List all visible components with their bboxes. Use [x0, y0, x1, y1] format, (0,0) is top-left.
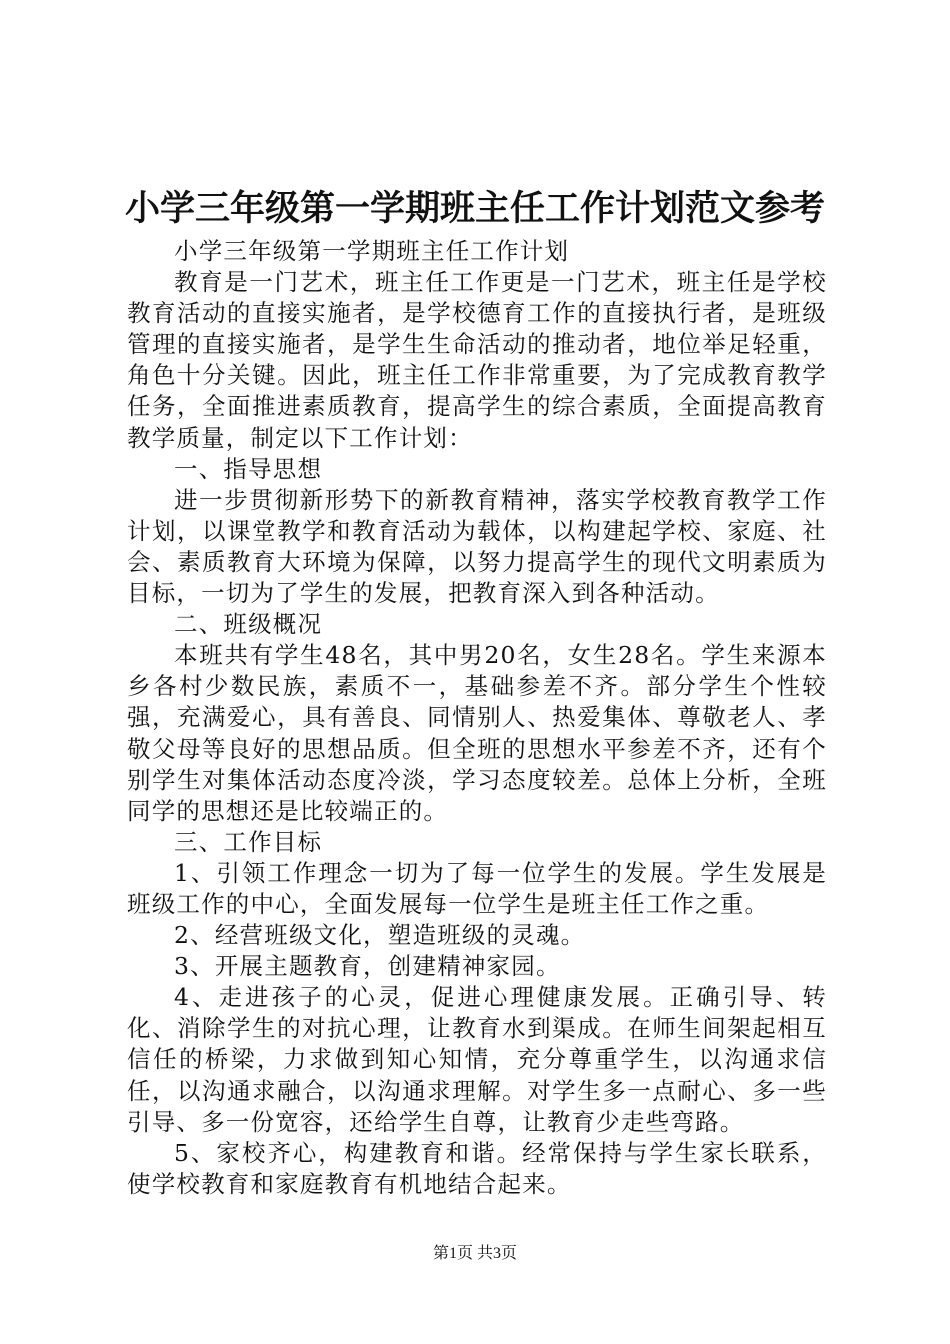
section-heading-guiding-ideology: 一、指导思想 — [174, 454, 323, 483]
goal-item-4: 4、走进孩子的心灵，促进心理健康发展。正确引导、转化、消除学生的对抗心理，让教育水到渠成。在师生间架起相互信任的桥梁，力求做到知心知情，充分尊重学生，以沟通求信任，以沟通求融合，以沟通求理解。对学生多一点耐心、多一些引导、多一份宽容，还给学生自尊，让教育少走些弯路。 — [127, 983, 827, 1136]
goal-item-3: 3、开展主题教育，创建精神家园。 — [174, 952, 561, 981]
class-overview-paragraph: 本班共有学生48名，其中男20名，女生28名。学生来源本乡各村少数民族，素质不一，基础参差不齐。部分学生个性较强，充满爱心，具有善良、同情别人、热爱集体、尊敬老人、孝敬父母等良好的思想品质。但全班的思想水平参差不齐，还有个别学生对集体活动态度冷淡，学习态度较差。总体上分析，全班同学的思想还是比较端正的。 — [127, 641, 827, 825]
section-heading-work-goals: 三、工作目标 — [174, 827, 323, 856]
page-number-footer: 第1页 共3页 — [432, 1245, 517, 1262]
intro-paragraph: 教育是一门艺术，班主任工作更是一门艺术，班主任是学校教育活动的直接实施者，是学校德育工作的直接执行者，是班级管理的直接实施者，是学生生命活动的推动者，地位举足轻重，角色十分关键。因此，班主任工作非常重要，为了完成教育教学任务，全面推进素质教育，提高学生的综合素质，全面提高教育教学质量，制定以下工作计划： — [127, 268, 827, 452]
page-title: 小学三年级第一学期班主任工作计划范文参考 — [124, 189, 825, 229]
goal-item-2: 2、经营班级文化，塑造班级的灵魂。 — [174, 921, 586, 950]
goal-item-1: 1、引领工作理念一切为了每一位学生的发展。学生发展是班级工作的中心，全面发展每一位学生是班主任工作之重。 — [127, 858, 827, 918]
goal-item-5: 5、家校齐心，构建教育和谐。经常保持与学生家长联系，使学校教育和家庭教育有机地结合起来。 — [127, 1138, 827, 1198]
section-heading-class-overview: 二、班级概况 — [174, 610, 323, 639]
document-body — [127, 236, 827, 1200]
subtitle-paragraph: 小学三年级第一学期班主任工作计划 — [174, 237, 570, 265]
guiding-ideology-paragraph: 进一步贯彻新形势下的新教育精神，落实学校教育教学工作计划，以课堂教学和教育活动为载体，以构建起学校、家庭、社会、素质教育大环境为保障，以努力提高学生的现代文明素质为目标，一切为了学生的发展，把教育深入到各种活动。 — [127, 485, 827, 608]
